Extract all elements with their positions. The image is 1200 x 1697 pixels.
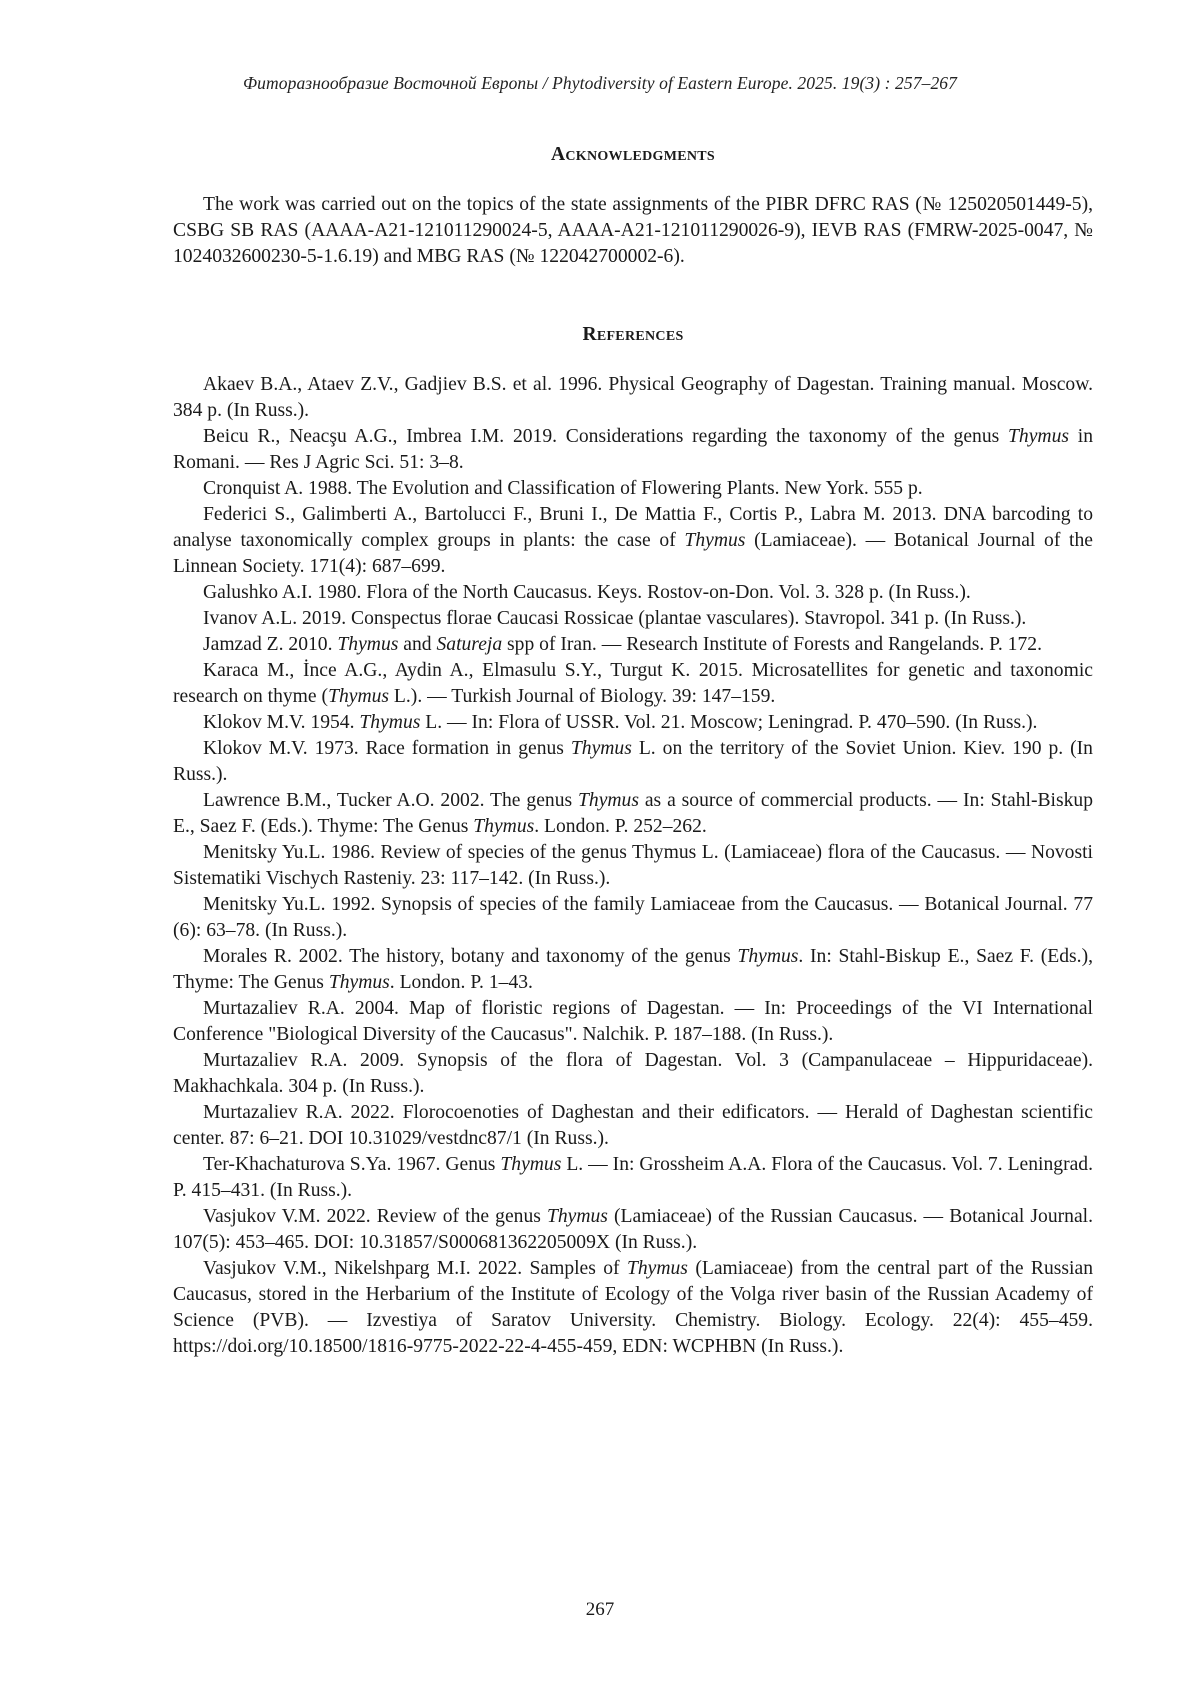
reference-text: Galushko A.I. 1980. Flora of the North Caucasus. Keys. Rostov-on-Don. Vol. 3. 328 p. (In Russ.). [203, 582, 971, 603]
reference-italic-text: Thymus [359, 712, 420, 733]
running-head: Фиторазнообразие Восточной Европы / Phytodiversity of Eastern Europe. 2025. 19(3) : 257–267 [0, 70, 1200, 96]
reference-italic-text: Thymus [627, 1258, 688, 1279]
reference-italic-text: Thymus [329, 972, 390, 993]
reference-text: (Lamiaceae) from the central part of the Russian Caucasus, stored in the Herbarium of the Institute of Ecology of the Volga river basin of the Russian Academy of Science (PVB). — Izvestiya of Saratov University. Chemistry. Biology. Ecology. 22(4): 455–459. https://doi.org/10.18500/1816-9775-2022-22-4-455-459, EDN: WCPHBN (In Russ.). [173, 1258, 1093, 1357]
reference-italic-text: Thymus [500, 1154, 561, 1175]
reference-italic-text: Thymus [737, 946, 798, 967]
reference-text: Ivanov A.L. 2019. Conspectus florae Caucasi Rossicae (plantae vasculares). Stavropol. 341 p. (In Russ.). [203, 608, 1026, 629]
reference-entry [173, 580, 1093, 606]
reference-italic-text: Thymus [571, 738, 632, 759]
reference-text: spp of Iran. — Research Institute of Forests and Rangelands. P. 172. [502, 634, 1042, 655]
reference-text: Akaev B.A., Ataev Z.V., Gadjiev B.S. et al. 1996. Physical Geography of Dagestan. Training manual. Moscow. 384 p. (In Russ.). [173, 374, 1093, 421]
reference-text: Beicu R., Neacşu A.G., Imbrea I.M. 2019. Considerations regarding the taxonomy of the genus [203, 426, 1008, 447]
reference-text: L.). — Turkish Journal of Biology. 39: 147–159. [389, 686, 775, 707]
reference-text: Jamzad Z. 2010. [203, 634, 337, 655]
reference-italic-text: Thymus [1008, 426, 1069, 447]
reference-entry [173, 606, 1093, 632]
reference-text: in Romani. — Res J Agric Sci. 51: 3–8. [173, 426, 1093, 473]
reference-text: L. — In: Flora of USSR. Vol. 21. Moscow; Leningrad. P. 470–590. (In Russ.). [420, 712, 1037, 733]
reference-italic-text: Thymus [473, 816, 534, 837]
reference-entry [173, 424, 1093, 476]
reference-entry [173, 1204, 1093, 1256]
reference-entry [173, 658, 1093, 710]
reference-entry [173, 1100, 1093, 1152]
reference-entry [173, 476, 1093, 502]
reference-entry [173, 840, 1093, 892]
reference-text: Murtazaliev R.A. 2004. Map of floristic regions of Dagestan. — In: Proceedings of the VI International Conference "Biological Diversity of the Caucasus". Nalchik. P. 187–188. (In Russ.). [173, 998, 1093, 1045]
reference-entry [173, 996, 1093, 1048]
reference-text: Klokov M.V. 1954. [203, 712, 359, 733]
reference-text: Cronquist A. 1988. The Evolution and Classification of Flowering Plants. New York. 555 p. [203, 478, 923, 499]
reference-entry [173, 1152, 1093, 1204]
reference-entry [173, 892, 1093, 944]
reference-entry [173, 502, 1093, 580]
page-number: 267 [0, 1597, 1200, 1623]
reference-text: as a source of commercial products. — In: Stahl-Biskup E., Saez F. (Eds.). Thyme: The Genus [173, 790, 1093, 837]
reference-italic-text: Thymus [578, 790, 639, 811]
journal-page [0, 0, 1200, 1697]
reference-text: Karaca M., İnce A.G., Aydin A., Elmasulu S.Y., Turgut K. 2015. Microsatellites for genetic and taxonomic research on thyme ( [173, 660, 1093, 707]
reference-text: . London. P. 1–43. [390, 972, 533, 993]
references-heading: References [173, 322, 1093, 348]
acknowledgments-text: The work was carried out on the topics of the state assignments of the PIBR DFRC RAS (№ 125020501449-5), CSBG SB RAS (AAAA-A21-121011290024-5, AAAA-A21-121011290026-9), IEVB RAS (FMRW-2025-0047, № 1024032600230-5-1.6.19) and MBG RAS (№ 122042700002-6). [173, 192, 1093, 270]
reference-text: Vasjukov V.M., Nikelshparg M.I. 2022. Samples of [203, 1258, 627, 1279]
reference-entry [173, 632, 1093, 658]
reference-text: (Lamiaceae) of the Russian Caucasus. — Botanical Journal. 107(5): 453–465. DOI: 10.31857/S000681362205009X (In Russ.). [173, 1206, 1093, 1253]
reference-text: Federici S., Galimberti A., Bartolucci F., Bruni I., De Mattia F., Cortis P., Labra M. 2013. DNA barcoding to analyse taxonomically complex groups in plants: the case of [173, 504, 1093, 551]
reference-text: Klokov M.V. 1973. Race formation in genus [203, 738, 571, 759]
reference-entry [173, 1256, 1093, 1360]
reference-entry [173, 710, 1093, 736]
reference-entry [173, 372, 1093, 424]
reference-text: Lawrence B.M., Tucker A.O. 2002. The genus [203, 790, 578, 811]
reference-text: . London. P. 252–262. [534, 816, 707, 837]
reference-text: Morales R. 2002. The history, botany and taxonomy of the genus [203, 946, 737, 967]
reference-italic-text: Thymus [337, 634, 398, 655]
reference-text: L. — In: Grossheim A.A. Flora of the Caucasus. Vol. 7. Leningrad. P. 415–431. (In Russ.). [173, 1154, 1093, 1201]
reference-italic-text: Thymus [547, 1206, 608, 1227]
reference-list [173, 372, 1093, 1360]
reference-text: Murtazaliev R.A. 2022. Florocoenoties of Daghestan and their edificators. — Herald of Daghestan scientific center. 87: 6–21. DOI 10.31029/vestdnc87/1 (In Russ.). [173, 1102, 1093, 1149]
reference-entry [173, 1048, 1093, 1100]
reference-text: (Lamiaceae). — Botanical Journal of the Linnean Society. 171(4): 687–699. [173, 530, 1093, 577]
reference-entry [173, 788, 1093, 840]
reference-text: . In: Stahl-Biskup E., Saez F. (Eds.), Thyme: The Genus [173, 946, 1093, 993]
reference-text: Murtazaliev R.A. 2009. Synopsis of the flora of Dagestan. Vol. 3 (Campanulaceae – Hippuridaceae). Makhachkala. 304 p. (In Russ.). [173, 1050, 1093, 1097]
reference-text: Menitsky Yu.L. 1992. Synopsis of species of the family Lamiaceae from the Caucasus. — Botanical Journal. 77 (6): 63–78. (In Russ.). [173, 894, 1093, 941]
reference-text: Menitsky Yu.L. 1986. Review of species of the genus Thymus L. (Lamiaceae) flora of the Caucasus. — Novosti Sistematiki Vischych Rasteniy. 23: 117–142. (In Russ.). [173, 842, 1093, 889]
reference-entry [173, 736, 1093, 788]
reference-italic-text: Satureja [436, 634, 502, 655]
reference-text: Vasjukov V.M. 2022. Review of the genus [203, 1206, 547, 1227]
reference-text: L. on the territory of the Soviet Union. Kiev. 190 p. (In Russ.). [173, 738, 1093, 785]
reference-text: Ter-Khachaturova S.Ya. 1967. Genus [203, 1154, 500, 1175]
reference-italic-text: Thymus [328, 686, 389, 707]
reference-entry [173, 944, 1093, 996]
reference-text: and [398, 634, 436, 655]
acknowledgments-heading: Acknowledgments [173, 142, 1093, 168]
reference-italic-text: Thymus [684, 530, 745, 551]
